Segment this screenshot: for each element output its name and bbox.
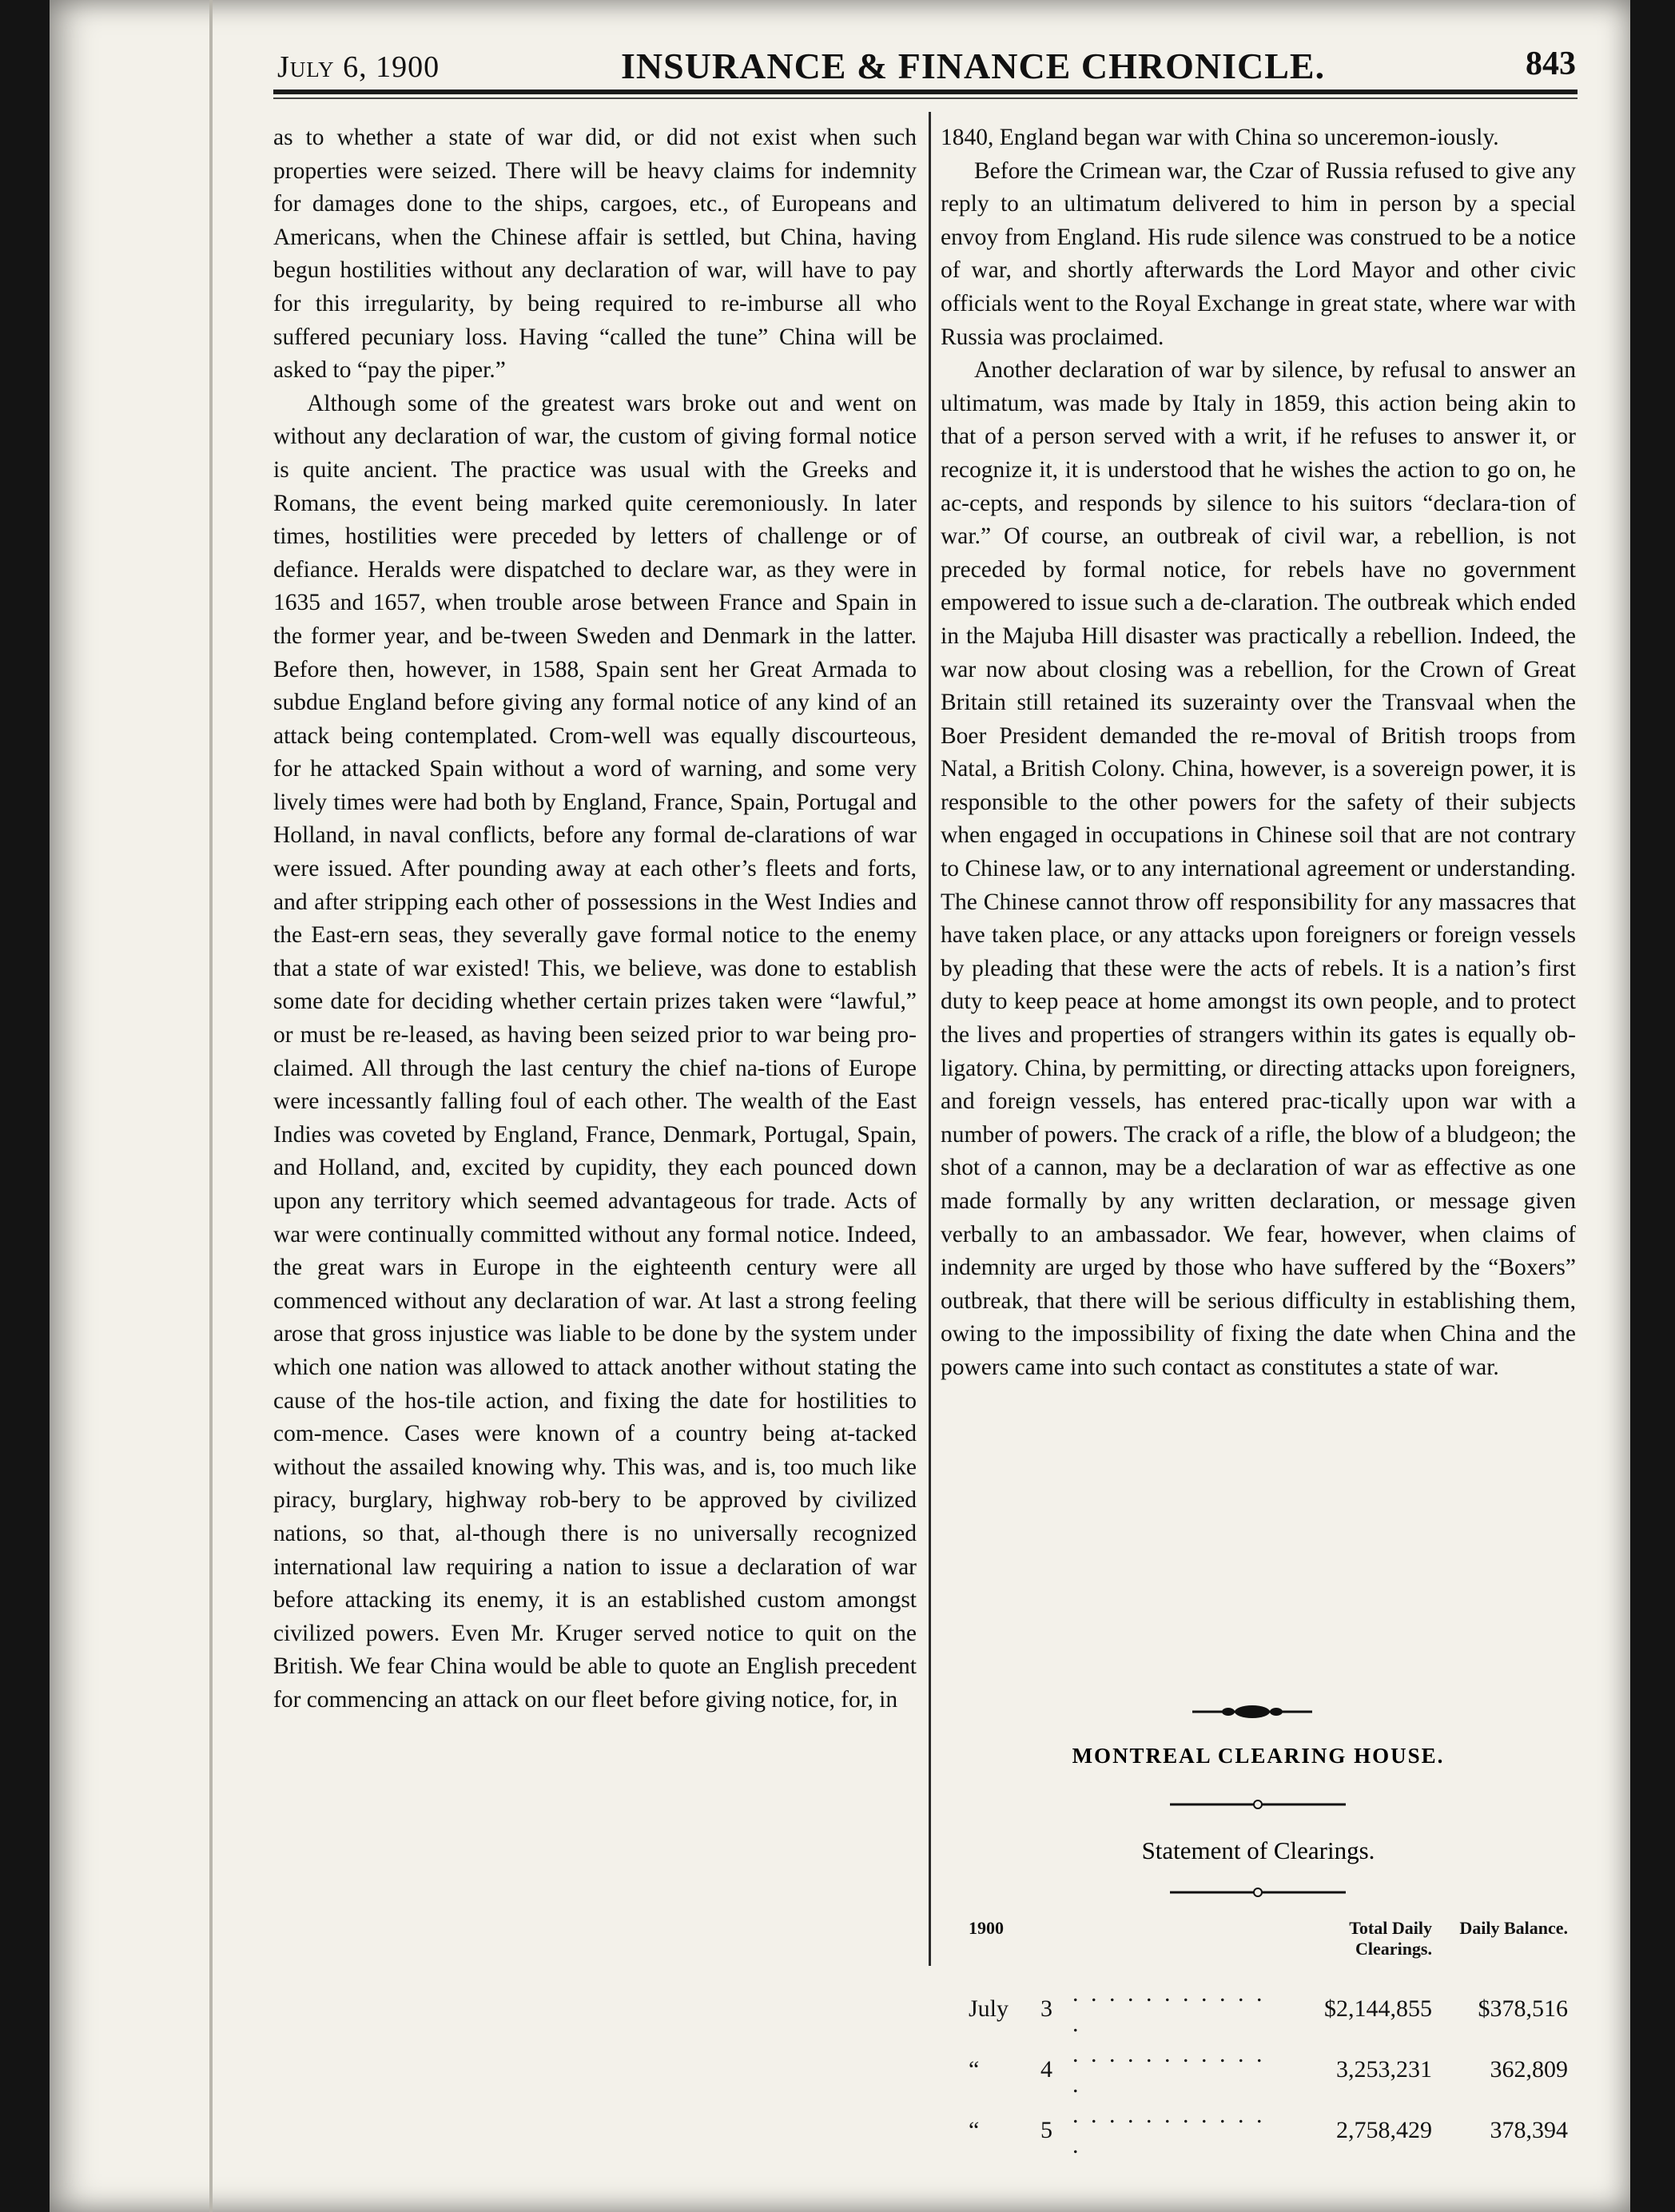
total-header: Total Daily Clearings. <box>1349 1918 1432 1959</box>
table-row <box>969 1979 1568 2039</box>
leader-dots: . . . . . . . . . . . . <box>1072 2102 1266 2158</box>
total-cell: 2,758,429 <box>1336 2117 1432 2143</box>
day-cell: 4 <box>1040 2056 1052 2083</box>
section-ornament <box>1192 1704 1312 1720</box>
total-cell: $2,144,855 <box>1324 1995 1432 2022</box>
balance-cell: 378,394 <box>1490 2117 1568 2143</box>
month-cell: “ <box>969 2117 980 2143</box>
day-cell: 5 <box>1040 2117 1052 2143</box>
small-rule <box>1170 1886 1346 1899</box>
issue-date: July 6, 1900 <box>277 50 440 84</box>
total-cell: 3,253,231 <box>1336 2056 1432 2083</box>
left-column <box>273 121 917 2071</box>
article-paragraph: Another declaration of war by silence, by refusal to answer an ultimatum, was made by Italy in 1859, this action being akin to that of a person served with a writ, if he refuses to answer it, or recognize it, it is understood that he wishes the action to go on, he ac-cepts, and responds by silence to his suitors “declara-tion of war.” Of course, an outbreak of civil war, a rebellion, is not preceded by formal notice, for rebels have no government empowered to issue such a de-claration. The outbreak which ended in the Majuba Hill disaster was practically a rebellion. Indeed, the war now about closing was a rebellion, for the Crown of Great Britain still retained its suzerainty over the Transvaal when the Boer President demanded the re-moval of British troops from Natal, a British Colony. China, however, is a sovereign power, it is responsible to the other powers for the safety of their subjects when engaged in occupations in Chinese soil that are not contrary to Chinese law, or to any international agreement or understanding. The Chinese cannot throw off responsibility for any massacres that have taken place, or any attacks upon foreigners or foreign vessels by pleading that these were the acts of rebels. It is a nation’s first duty to keep peace at home amongst its own people, and to protect the lives and properties of strangers within its gates is equally ob-ligatory. China, by permitting, or directing attacks upon foreigners, and foreign vessels, has entered prac-tically upon war with a number of powers. The crack of a rifle, the blow of a bludgeon; the shot of a cannon, may be a declaration of war as effective as one made formally by any written declaration, or message given verbally to an ambassador. We fear, however, when claims of indemnity are urged by those who have suffered by the “Boxers” outbreak, that there will be serious difficulty in establishing them, owing to the impossibility of fixing the date when China and the powers came into such contact as constitutes a state of war. <box>941 357 1576 1380</box>
table-header-row <box>969 1918 1568 1979</box>
header-rule-thin <box>273 97 1578 99</box>
balance-cell: $378,516 <box>1478 1995 1568 2022</box>
article-paragraph: Although some of the greatest wars broke out and went on without any declaration of war, the custom of giving formal notice is quite ancient. The practice was usual with the Greeks and Romans, the event being marked quite ceremoniously. In later times, hostilities were preceded by letters of challenge or of defiance. Heralds were dispatched to declare war, as they were in 1635 and 1657, when trouble arose between France and Spain in the former year, and be-tween Sweden and Denmark in the latter. Before then, however, in 1588, Spain sent her Great Armada to subdue England before giving any formal notice of any kind of an attack being contemplated. Crom-well was equally discourteous, for he attacked Spain without a word of warning, and some very lively times were had both by England, France, Spain, Portugal and Holland, in naval conflicts, before any formal de-clarations of war were issued. After pounding away at each other’s fleets and forts, and after stripping each other of possessions in the West Indies and the East-ern seas, they severally gave formal notice to the enemy that a state of war existed! This, we believe, was done to establish some date for deciding whether certain prizes taken were “lawful,” or must be re-leased, as having been seized prior to war being pro-claimed. All through the last century the chief na-tions of Europe were incessantly falling foul of each other. The wealth of the East Indies was coveted by England, France, Denmark, Portugal, Spain, and Holland, and, excited by cupidity, they each pounced down upon any territory which seemed advantageous for trade. Acts of war were continually committed without any formal notice. Indeed, the great wars in Europe in the eighteenth century were all commenced without any declaration of war. At last a strong feeling arose that gross injustice was liable to be done by the system under which one nation was allowed to attack another without stating the cause of the hos-tile action, and fixing the date for hostilities to com-mence. Cases were known of a country being at-tacked without the assailed knowing why. This was, and is, too much like piracy, burglary, highway rob-bery to be approved by civilized nations, so that, al-though there is no universally recognized international law requiring a nation to issue a declaration of war before attacking its enemy, it is an established custom amongst civilized powers. Even Mr. Kruger served notice to quit on the British. We fear China would be able to quote an English precedent for commencing an attack on our fleet before giving notice, for, in <box>273 390 917 1713</box>
article-paragraph: Before the Crimean war, the Czar of Russia refused to give any reply to an ultimatum delivered to him in person by a special envoy from England. His rude silence was construed to be a notice of war, and shortly afterwards the Lord Mayor and other civic officials went to the Royal Exchange in great state, where war with Russia was proclaimed. <box>941 157 1576 350</box>
balance-cell: 362,809 <box>1490 2056 1568 2083</box>
clearing-subtitle: Statement of Clearings. <box>1141 1836 1375 1864</box>
table-row <box>969 2039 1568 2100</box>
balance-header: Daily Balance. <box>1459 1918 1568 1938</box>
year-header: 1900 <box>969 1918 1004 1938</box>
newspaper-page <box>50 0 1630 2212</box>
article-paragraph: 1840, England began war with China so unceremon-iously. <box>941 125 1499 150</box>
page-number: 843 <box>1526 46 1576 82</box>
right-column <box>941 121 1576 1385</box>
page-header <box>277 42 1576 105</box>
day-cell: 3 <box>1040 1995 1052 2022</box>
publication-title: INSURANCE & FINANCE CHRONICLE. <box>621 46 1326 86</box>
leader-dots: . . . . . . . . . . . . <box>1072 1980 1266 2037</box>
column-divider <box>929 112 931 1966</box>
clearings-table <box>969 1918 1568 2161</box>
small-rule <box>1170 1798 1346 1811</box>
month-cell: July <box>969 1995 1009 2022</box>
leader-dots: . . . . . . . . . . . . <box>1072 2041 1266 2098</box>
article-paragraph: as to whether a state of war did, or did not exist when such properties were seized. There will be heavy claims for indemnity for damages done to the ships, cargoes, etc., of Europeans and Americans, when the Chinese affair is settled, but China, having begun hostilities without any declaration of war, will have to pay for this irregularity, by being required to re-imburse all who suffered pecuniary loss. Having “called the tune” China will be asked to “pay the piper.” <box>273 125 917 384</box>
header-rule <box>273 90 1578 94</box>
clearing-house-title: MONTREAL CLEARING HOUSE. <box>1072 1744 1445 1768</box>
table-row <box>969 2100 1568 2161</box>
page-gutter-shadow <box>209 0 213 2212</box>
month-cell: “ <box>969 2056 980 2083</box>
